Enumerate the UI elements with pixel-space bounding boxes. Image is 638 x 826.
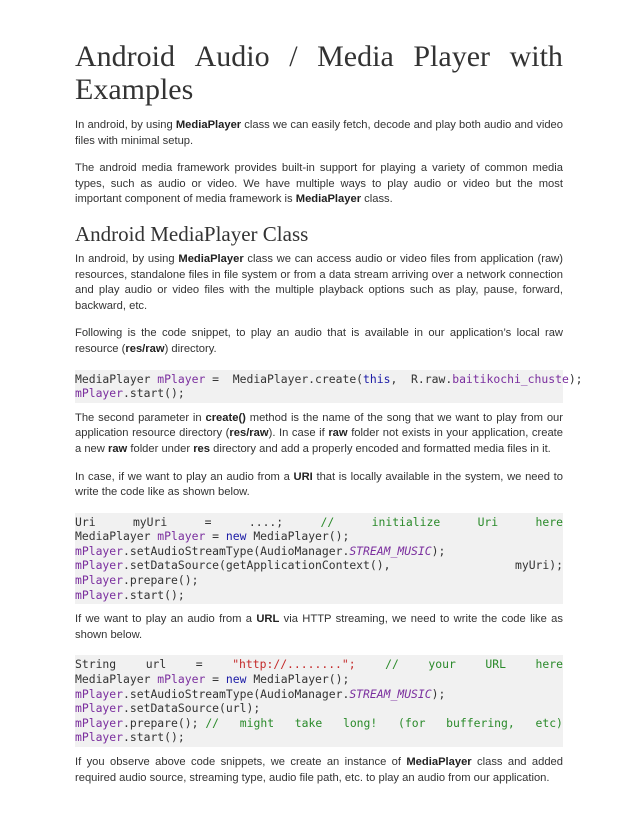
intro-paragraph-1: In android, by using MediaPlayer class we can easily fetch, decode and play both audio and video files with minimal setup. (75, 119, 563, 147)
paragraph-url: If we want to play an audio from a URL via HTTP streaming, we need to write the code like as shown below. (75, 613, 563, 641)
code-line: mPlayer.prepare(); // might take long! (for buffering, etc) (75, 715, 563, 730)
paragraph-create-method: The second parameter in create() method is the name of the song that we want to play from our application resource directory (res/raw). In case if raw folder not exists in your application, create a new raw folder under res directory and add a properly encoded and formatted media files in it. (75, 411, 563, 455)
paragraph-summary: If you observe above code snippets, we create an instance of MediaPlayer class and added required audio source, streaming type, audio file path, etc. to play an audio from our application. (75, 756, 563, 784)
title-word: with (509, 40, 563, 73)
section-heading: Android MediaPlayer Class (75, 221, 309, 246)
code-line: mPlayer .start(); (75, 587, 185, 602)
document-page (75, 40, 583, 798)
code-line: MediaPlayer mPlayer = new MediaPlayer(); (75, 529, 350, 544)
code-line: mPlayer .setDataSource(url); (75, 701, 261, 716)
title-word: Audio (194, 40, 270, 73)
title-word: / (289, 40, 298, 73)
code-line: MediaPlayer mPlayer = new MediaPlayer(); (75, 672, 350, 687)
code-line: mPlayer .start(); (75, 730, 185, 745)
page-title (75, 40, 563, 106)
paragraph-uri: In case, if we want to play an audio from a URI that is locally available in the system, we need to write the code like as shown below. (75, 470, 563, 499)
title-line-2: Examples (75, 73, 194, 106)
code-line: mPlayer .prepare(); (75, 573, 199, 588)
code-line: mPlayer .start(); (75, 386, 185, 401)
intro-paragraph-2: The android media framework provides built-in support for playing a variety of common media types, such as audio or video. We have multiple ways to play audio or video but the most important component of media framework is MediaPlayer class. (75, 162, 563, 206)
code-line: MediaPlayer mPlayer = MediaPlayer.create(this, R.raw.baitikochi_chuste); (75, 371, 583, 386)
code-block-uri (75, 513, 563, 605)
code-line: Uri myUri = ....; // initialize Uri here (75, 514, 563, 529)
title-line-1 (75, 40, 563, 73)
title-word: Player (413, 40, 490, 73)
code-block-raw-resource (75, 370, 583, 403)
section-paragraph-1: In android, by using MediaPlayer class we can access audio or video files from application (raw) resources, standalone files in file system or from a data stream arriving over a network connection and play audio or video files with the multiple playback options such as play, pause, forward, backward, etc. (75, 252, 563, 312)
code-line: mPlayer .setAudioStreamType(AudioManager. STREAM_MUSIC ); (75, 686, 446, 701)
section-paragraph-2: Following is the code snippet, to play an audio that is available in our application’s local raw resource (res/raw) directory. (75, 327, 563, 355)
code-block-url (75, 655, 563, 747)
code-line: mPlayer.setDataSource(getApplicationContext(), myUri); (75, 558, 563, 573)
title-word: Media (317, 40, 394, 73)
code-line: mPlayer .setAudioStreamType(AudioManager. STREAM_MUSIC ); (75, 543, 446, 558)
title-word: Android (75, 40, 175, 73)
code-line: String url = "http://........"; // your URL here (75, 657, 563, 672)
